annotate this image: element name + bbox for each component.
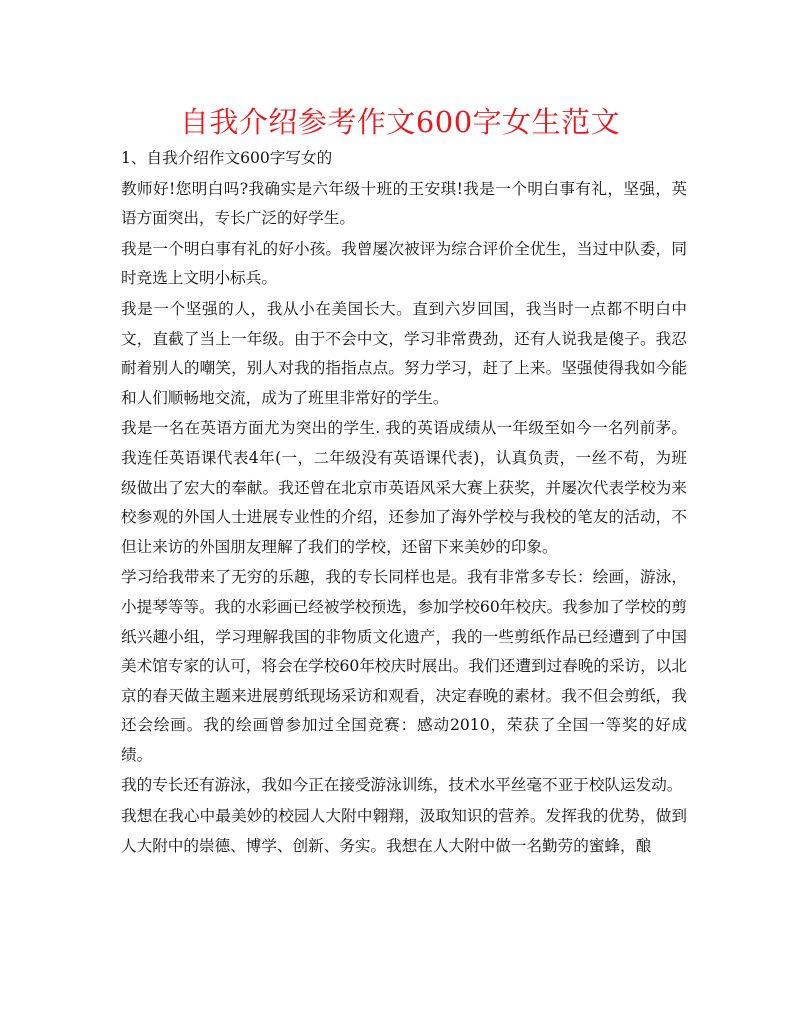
section-heading: 1、自我介绍作文600字写女的 [121, 149, 333, 167]
document-body [121, 144, 687, 862]
paragraph: 教师好!您明白吗?我确实是六年级十班的王安琪!我是一个明白事有礼，坚强，英语方面突出，专长广泛的好学生。 [121, 179, 687, 228]
paragraph: 我是一个明白事有礼的好小孩。我曾屡次被评为综合评价全优生，当过中队委，同时竞选上文明小标兵。 [121, 239, 687, 288]
paragraph: 我的专长还有游泳，我如今正在接受游泳训练，技术水平丝毫不亚于校队运发动。 [121, 776, 683, 795]
paragraph: 我想在我心中最美妙的校园人大附中翱翔，汲取知识的营养。发挥我的优势，做到人大附中的崇德、博学、创新、务实。我想在人大附中做一名勤劳的蜜蜂，酿 [121, 807, 687, 855]
paragraph: 我是一名在英语方面尤为突出的学生. 我的英语成绩从一年级至如今一名列前茅。我连任英语课代表4年(一，二年级没有英语课代表)，认真负责，一丝不苟，为班级做出了宏大的奉献。我还曾在北京市英语风采大赛上获奖，并屡次代表学校为来校参观的外国人士进展专业性的介绍，还参加了海外学校与我校的笔友的活动，不但让来访的外国朋友理解了我们的学校，还留下来美妙的印象。 [121, 419, 687, 556]
paragraph: 学习给我带来了无穷的乐趣，我的专长同样也是。我有非常多专长：绘画，游泳，小提琴等等。我的水彩画已经被学校预选，参加学校60年校庆。我参加了学校的剪纸兴趣小组，学习理解我国的非物质文化遗产，我的一些剪纸作品已经遭到了中国美术馆专家的认可，将会在学校60年校庆时展出。我们还遭到过春晚的采访，以北京的春天做主题来进展剪纸现场采访和观看，决定春晚的素材。我不但会剪纸，我还会绘画。我的绘画曾参加过全国竞赛：感动2010，荣获了全国一等奖的好成绩。 [121, 568, 687, 764]
document-title: 自我介绍参考作文600字女生范文 [179, 105, 621, 139]
paragraph: 我是一个坚强的人，我从小在美国长大。直到六岁回国，我当时一点都不明白中文，直截了当上一年级。由于不会中文，学习非常费劲，还有人说我是傻子。我忍耐着别人的嘲笑，别人对我的指指点点。努力学习，赶了上来。坚强使得我如今能和人们顺畅地交流，成为了班里非常好的学生。 [121, 299, 687, 407]
